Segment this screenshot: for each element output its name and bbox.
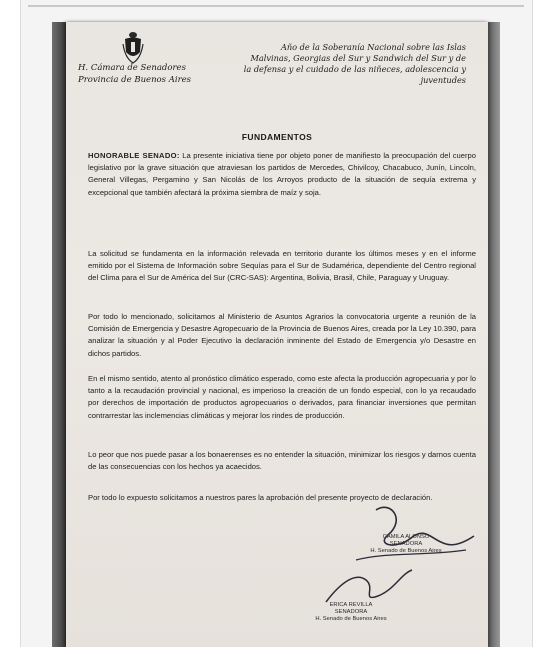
institution-line: H. Cámara de Senadores [78, 63, 186, 73]
paragraph-text: En el mismo sentido, atento al pronóstico climático esperado, como este afecta la producción agropecuaria y por lo tanto a la recaudación provincial y nacional, es imperioso la creación de un fondo especial, con lo ya recaudado por derechos de importación de productos agropecuarios o derivados, para financiar inversiones que permitan contrarrestar las inclemencias climáticas y mejorar los rindes de producción. [88, 374, 476, 420]
top-divider [28, 5, 524, 7]
signer-name: CAMILA ALONSO [382, 534, 430, 540]
paper-shadow-right [488, 22, 500, 647]
year-motto-line: Malvinas, Georgias del Sur y Sandwich del Sur y de [250, 53, 466, 63]
signature-stamp [356, 534, 456, 555]
paragraph-text: Lo peor que nos puede pasar a los bonaerenses es no entender la situación, minimizar los riesgos y darnos cuenta de las consecuencias con los hechos ya acaecidos. [88, 450, 476, 472]
paragraph [88, 373, 476, 422]
paragraph-text: La solicitud se fundamenta en la información relevada en territorio durante los últimos meses y en el informe emitido por el Sistema de Información sobre Sequías para el Sur de Sudamérica, dependiente del Centro regional del Clima para el Sur de América del Sur (CRC-SAS): Argentina, Bolivia, Brasil, Chile, Paraguay y Uruguay. [88, 249, 476, 283]
document-heading: FUNDAMENTOS [241, 132, 313, 142]
signer-chamber: H. Senado de Buenos Aires [315, 616, 387, 622]
coat-of-arms-icon [122, 30, 144, 64]
paragraph-text: Por todo lo mencionado, solicitamos al Ministerio de Asuntos Agrarios la convocatoria urgente a reunión de la Comisión de Emergencia y Desastre Agropecuario de la Provincia de Buenos Aires, creada por la Ley 10.390, para analizar la situación y al Poder Ejecutivo la declaración inminente del Estado de Emergencia y/o Desastre en dichos partidos. [88, 312, 476, 358]
institution-line: Provincia de Buenos Aires [78, 75, 192, 85]
paragraph [88, 449, 476, 473]
signer-title: SENADORA [334, 609, 368, 615]
year-motto-line: juventudes [420, 75, 466, 85]
institution-name [78, 62, 198, 86]
document-page [66, 22, 488, 647]
signer-title: SENADORA [389, 541, 423, 547]
year-motto-line: la defensa y el cuidado de las niñeces, adolescencia y [243, 64, 466, 74]
paragraph [88, 311, 476, 360]
paragraph [88, 248, 476, 285]
paragraph-text: La presente iniciativa tiene por objeto poner de manifiesto la preocupación del cuerpo legislativo por la grave situación que atraviesan los partidos de Mercedes, Chivilcoy, Chacabuco, Junín, Lincoln, General Villegas, Pergamino y San Nicolás de los Arroyos producto de la situación de sequía extrema y excepcional que también afectará la próxima siembra de maíz y soja. [88, 151, 476, 197]
signer-chamber: H. Senado de Buenos Aires [370, 548, 442, 554]
year-motto [238, 42, 466, 86]
salutation: HONORABLE SENADO: [88, 151, 180, 160]
year-motto-line: Año de la Soberanía Nacional sobre las Islas [280, 42, 466, 52]
signature-stamp [296, 602, 406, 623]
paragraph [88, 150, 476, 199]
signer-name: ERICA REVILLA [329, 602, 373, 608]
paper-shadow-left [52, 22, 66, 647]
paragraph-text: Por todo lo expuesto solicitamos a nuestros pares la aprobación del presente proyecto de declaración. [88, 493, 433, 502]
